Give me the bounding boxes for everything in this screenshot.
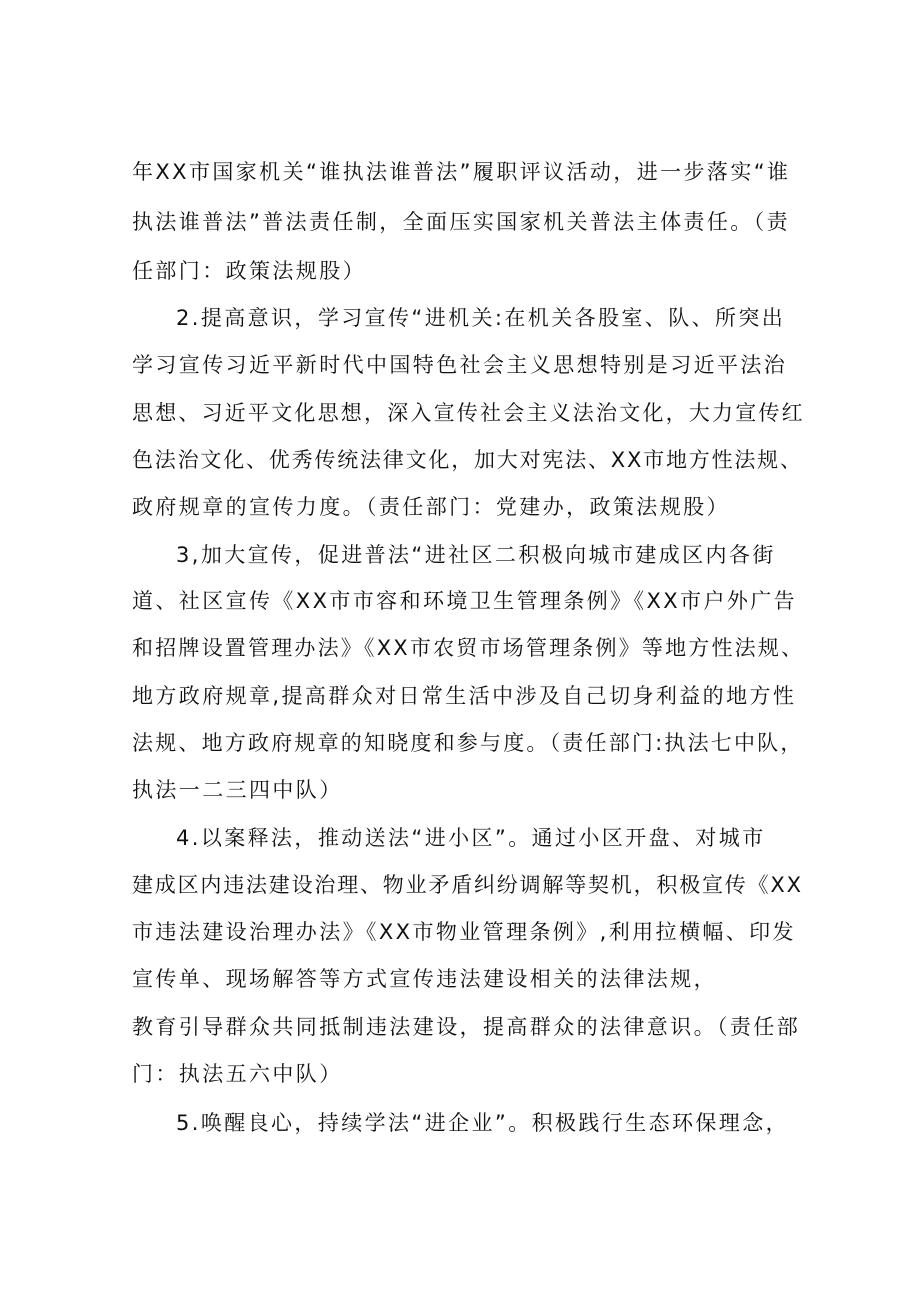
text-line: 和招牌设置管理办法》《XX市农贸市场管理条例》等地方性法规、 xyxy=(132,636,805,660)
text-line: 门：执法五六中队） xyxy=(132,1062,343,1086)
paragraph-4-start: 4.以案释法，推动送法“进小区”。通过小区开盘、对城市 xyxy=(176,826,766,850)
text-line: 色法治文化、优秀传统法律文化，加大对宪法、XX市地方性法规、 xyxy=(132,448,803,472)
paragraph-5-start: 5.唤醒良心，持续学法“进企业”。积极践行生态环保理念， xyxy=(176,1111,789,1135)
text-line: 政府规章的宣传力度。（责任部门：党建办，政策法规股） xyxy=(132,495,730,519)
paragraph-2-start: 2.提高意识，学习宣传“进机关:在机关各股室、队、所突出 xyxy=(176,306,786,330)
text-line: 年XX市国家机关“谁执法谁普法”履职评议活动，进一步落实“谁 xyxy=(132,160,791,184)
paragraph-3-start: 3,加大宣传，促进普法“进社区二积极向城市建成区内各街 xyxy=(176,543,776,567)
text-line: 教育引导群众共同抵制违法建设，提高群众的法律意识。（责任部 xyxy=(132,1015,801,1039)
text-line: 执法一二三四中队） xyxy=(132,778,343,802)
text-line: 法规、地方政府规章的知晓度和参与度。（责任部门:执法七中队， xyxy=(132,731,804,755)
text-line: 学习宣传习近平新时代中国特色社会主义思想特别是习近平法治 xyxy=(132,353,788,377)
text-line: 宣传单、现场解答等方式宣传违法建设相关的法律法规， xyxy=(132,967,717,991)
text-line: 执法谁普法”普法责任制，全面压实国家机关普法主体责任。（责 xyxy=(132,210,790,234)
text-line: 市违法建设治理办法》《XX市物业管理条例》,利用拉横幅、印发 xyxy=(132,920,796,944)
text-line: 任部门：政策法规股） xyxy=(132,259,366,283)
text-line: 思想、习近平文化思想，深入宣传社会主义法治文化，大力宣传红 xyxy=(132,401,805,425)
text-line: 道、社区宣传《XX市市容和环境卫生管理条例》《XX市户外广告 xyxy=(132,589,798,613)
text-line: 地方政府规章,提高群众对日常生活中涉及自己切身利益的地方性 xyxy=(132,684,797,708)
text-line: 建成区内违法建设治理、物业矛盾纠纷调解等契机，积极宣传《XX xyxy=(132,873,803,897)
